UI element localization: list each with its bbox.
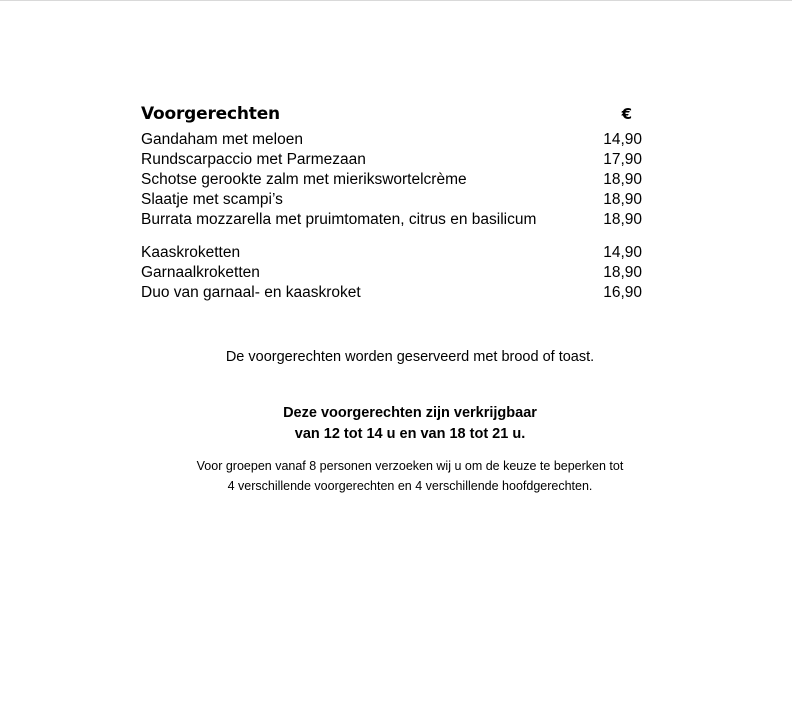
menu-group-cold-starters — [141, 130, 642, 230]
menu-item-price: 16,90 — [603, 284, 642, 301]
menu-header — [141, 104, 642, 130]
menu-item — [141, 210, 642, 230]
starters-menu — [141, 104, 642, 303]
menu-item — [141, 283, 642, 303]
menu-item-price: 18,90 — [603, 171, 642, 188]
availability-hours-line: van 12 tot 14 u en van 18 tot 21 u. — [294, 426, 526, 442]
menu-group-croquettes — [141, 243, 642, 303]
menu-item-name: Burrata mozzarella met pruimtomaten, citrus en basilicum — [141, 211, 537, 228]
group-booking-line: Voor groepen vanaf 8 personen verzoeken wij u om de keuze te beperken tot — [196, 459, 624, 473]
menu-item-name: Garnaalkroketten — [141, 264, 260, 281]
group-booking-note — [0, 456, 792, 496]
menu-item — [141, 150, 642, 170]
menu-item-price: 18,90 — [603, 264, 642, 281]
group-booking-line: 4 verschillende voorgerechten en 4 verschillende hoofdgerechten. — [227, 479, 593, 493]
menu-item-price: 14,90 — [603, 244, 642, 261]
menu-item-price: 17,90 — [603, 151, 642, 168]
menu-item-name: Gandaham met meloen — [141, 131, 303, 148]
availability-line: Deze voorgerechten zijn verkrijgbaar — [283, 405, 537, 421]
menu-item-price: 18,90 — [603, 211, 642, 228]
menu-item-name: Duo van garnaal- en kaaskroket — [141, 284, 361, 301]
menu-item-name: Schotse gerookte zalm met mierikswortelcrème — [141, 171, 467, 188]
currency-symbol: € — [621, 105, 632, 123]
availability-note — [0, 403, 792, 445]
section-title: Voorgerechten — [141, 104, 280, 124]
menu-item-name: Kaaskroketten — [141, 244, 241, 261]
menu-item-price: 18,90 — [603, 191, 642, 208]
menu-item — [141, 190, 642, 210]
menu-item-price: 14,90 — [603, 131, 642, 148]
menu-item — [141, 170, 642, 190]
menu-item-name: Rundscarpaccio met Parmezaan — [141, 151, 366, 168]
menu-item — [141, 243, 642, 263]
menu-item-name: Slaatje met scampi’s — [141, 191, 283, 208]
menu-item — [141, 263, 642, 283]
bread-note: De voorgerechten worden geserveerd met brood of toast. — [225, 349, 595, 365]
page-top-border — [0, 0, 792, 1]
menu-item — [141, 130, 642, 150]
